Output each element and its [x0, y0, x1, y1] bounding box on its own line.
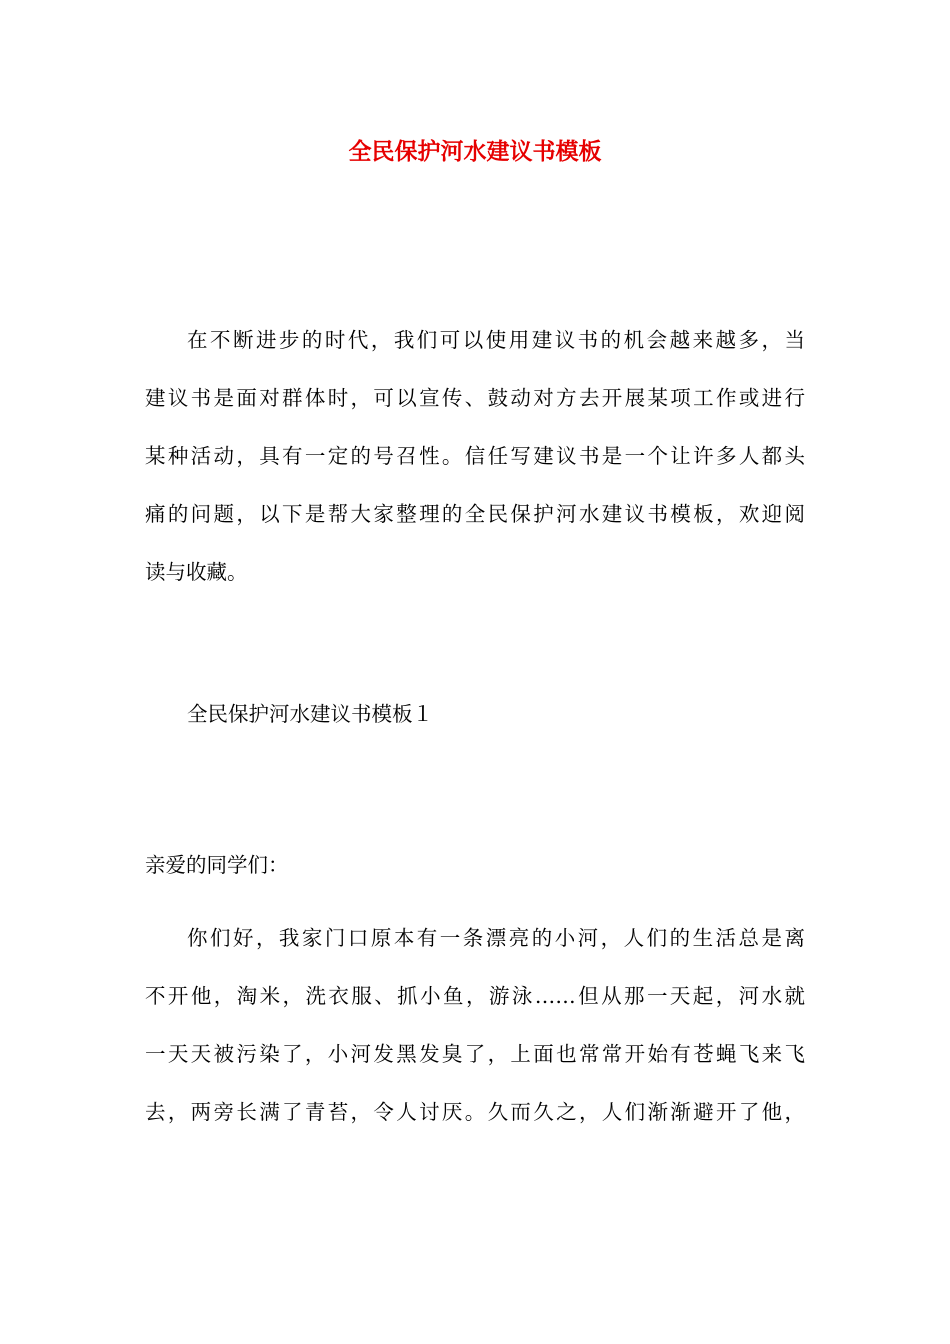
- intro-line: 痛的问题，以下是帮大家整理的全民保护河水建议书模板，欢迎阅: [145, 502, 805, 526]
- body-line: 你们好，我家门口原本有一条漂亮的小河，人们的生活总是离: [187, 926, 805, 950]
- greeting: 亲爱的同学们：: [145, 853, 289, 877]
- body-paragraph: [145, 909, 805, 1141]
- greeting-block: [145, 836, 805, 894]
- document-title: 全民保护河水建议书模板: [348, 138, 602, 165]
- intro-line: 读与收藏。: [145, 560, 248, 584]
- intro-line: 建议书是面对群体时，可以宣传、鼓动对方去开展某项工作或进行: [145, 386, 805, 410]
- intro-paragraph: [145, 311, 805, 601]
- section-heading: 全民保护河水建议书模板１: [187, 702, 433, 726]
- section-heading-block: [145, 685, 805, 743]
- body-line: 去，两旁长满了青苔，令人讨厌。久而久之，人们渐渐避开了他，: [145, 1100, 805, 1124]
- intro-line: 在不断进步的时代，我们可以使用建议书的机会越来越多，当: [187, 328, 805, 352]
- intro-line: 某种活动，具有一定的号召性。信任写建议书是一个让许多人都头: [145, 444, 805, 468]
- body-line: 不开他，淘米，洗衣服、抓小鱼，游泳……但从那一天起，河水就: [145, 984, 805, 1008]
- body-line: 一天天被污染了，小河发黑发臭了，上面也常常开始有苍蝇飞来飞: [145, 1042, 805, 1066]
